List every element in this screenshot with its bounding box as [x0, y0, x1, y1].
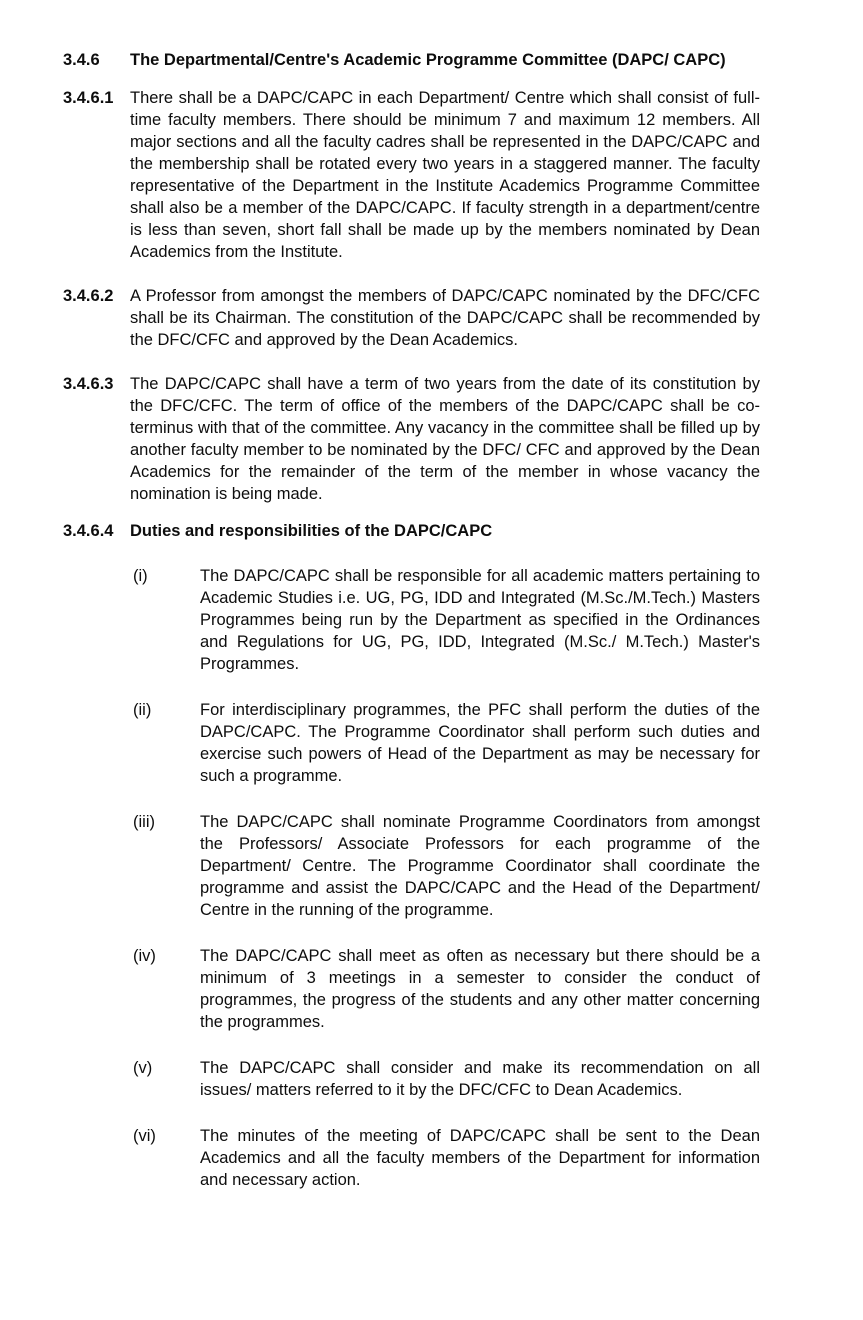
section-3-4-6-1	[63, 87, 760, 263]
item-text: The DAPC/CAPC shall consider and make its recommendation on all issues/ matters referred to it by the DFC/CFC to Dean Academics.	[200, 1059, 760, 1099]
document-content	[63, 48, 760, 1191]
section-number: 3.4.6.4	[63, 522, 114, 540]
sub-item-list	[130, 565, 760, 1191]
section-3-4-6-2	[63, 285, 760, 351]
section-heading: Duties and responsibilities of the DAPC/CAPC	[130, 522, 493, 540]
item-text: The minutes of the meeting of DAPC/CAPC shall be sent to the Dean Academics and all the faculty members of the Department for information and necessary action.	[200, 1127, 760, 1189]
section-text: A Professor from amongst the members of DAPC/CAPC nominated by the DFC/CFC shall be its Chairman. The constitution of the DAPC/CAPC shall be recommended by the DFC/CFC and approved by the Dean Academics.	[130, 287, 760, 349]
section-body	[130, 87, 760, 263]
section-3-4-6-3	[63, 373, 760, 505]
section-text: There shall be a DAPC/CAPC in each Department/ Centre which shall consist of full-time faculty members. There should be minimum 7 and maximum 12 members. All major sections and all the faculty cadres shall be represented in the DAPC/CAPC and the membership shall be rotated every two years in a staggered manner. The faculty representative of the Department in the Institute Academics Programme Committee shall also be a member of the DAPC/CAPC. If faculty strength in a department/centre is less than seven, short fall shall be made up by the members nominated by Dean Academics from the Institute.	[130, 89, 760, 261]
sub-item-vi	[130, 1125, 760, 1191]
section-body	[130, 285, 760, 351]
item-text: The DAPC/CAPC shall meet as often as necessary but there should be a minimum of 3 meetings in a semester to consider the conduct of programmes, the progress of the students and any other matter concerning the programmes.	[200, 947, 760, 1031]
section-heading: The Departmental/Centre's Academic Programme Committee (DAPC/ CAPC)	[130, 51, 726, 69]
section-number: 3.4.6.1	[63, 89, 114, 107]
item-text: The DAPC/CAPC shall be responsible for all academic matters pertaining to Academic Studies i.e. UG, PG, IDD and Integrated (M.Sc./M.Tech.) Masters Programmes being run by the Department as specified in the Ordinances and Regulations for UG, PG, IDD, Integrated (M.Sc./ M.Tech.) Master's Programmes.	[200, 567, 760, 673]
section-body	[130, 519, 760, 1191]
section-body	[130, 48, 760, 73]
item-text: The DAPC/CAPC shall nominate Programme Coordinators from amongst the Professors/ Associate Professors for each programme of the Department/ Centre. The Programme Coordinator shall coordinate the programme and assist the DAPC/CAPC and the Head of the Department/ Centre in the running of the programme.	[200, 813, 760, 919]
section-number: 3.4.6	[63, 51, 100, 69]
item-label: (ii)	[133, 701, 152, 719]
item-label: (iii)	[133, 813, 155, 831]
item-label: (i)	[133, 567, 148, 585]
item-label: (iv)	[133, 947, 156, 965]
section-body	[130, 373, 760, 505]
section-3-4-6-4	[63, 519, 760, 1191]
sub-item-iv	[130, 945, 760, 1033]
section-3-4-6	[63, 48, 760, 73]
sub-item-v	[130, 1057, 760, 1101]
section-text: The DAPC/CAPC shall have a term of two years from the date of its constitution by the DFC/CFC. The term of office of the members of the DAPC/CAPC shall be co-terminus with that of the committee. Any vacancy in the committee shall be filled up by another faculty member to be nominated by the DFC/ CFC and approved by the Dean Academics for the remainder of the term of the member in whose vacancy the nomination is being made.	[130, 375, 760, 503]
sub-item-iii	[130, 811, 760, 921]
item-label: (vi)	[133, 1127, 156, 1145]
sub-item-i	[130, 565, 760, 675]
section-number: 3.4.6.3	[63, 375, 114, 393]
item-label: (v)	[133, 1059, 153, 1077]
section-number: 3.4.6.2	[63, 287, 114, 305]
sub-item-ii	[130, 699, 760, 787]
item-text: For interdisciplinary programmes, the PFC shall perform the duties of the DAPC/CAPC. The Programme Coordinator shall perform such duties and exercise such powers of Head of the Department as may be necessary for such a programme.	[200, 701, 760, 785]
